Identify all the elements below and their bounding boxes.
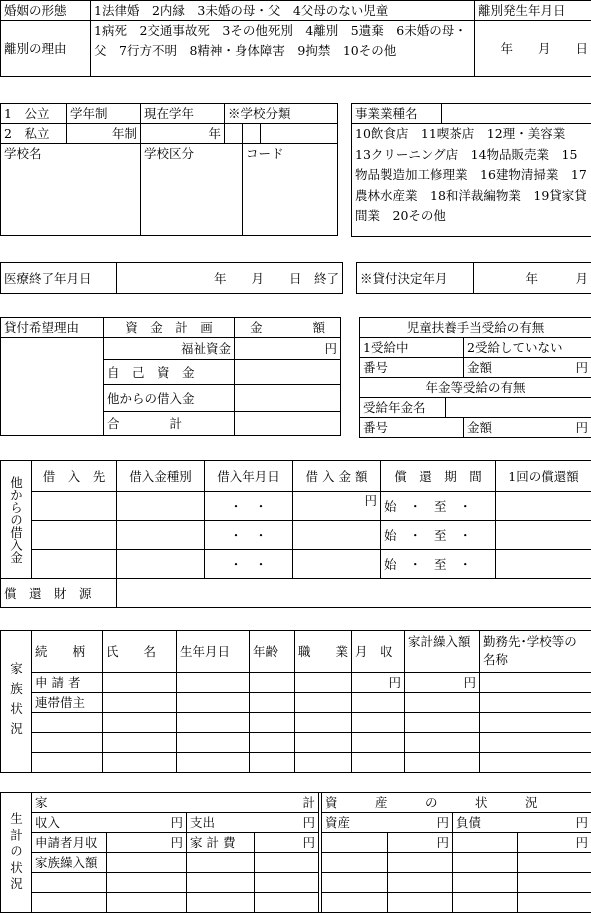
lender-field[interactable] [32, 521, 117, 550]
debts-label: 負債 [456, 815, 481, 830]
amount-label: 金 額 [235, 318, 341, 338]
installment-header: 1回の償還額 [496, 461, 591, 492]
own-fund-label: 自 己 資 金 [104, 360, 235, 385]
debt-amount-field[interactable] [518, 893, 591, 913]
pension-number-label: 番号 [363, 420, 388, 435]
family-age-field[interactable] [250, 713, 295, 733]
loan-amount-field[interactable] [293, 550, 381, 579]
family-workplace-field[interactable] [480, 733, 591, 753]
pension-number-field[interactable] [360, 418, 464, 438]
family-name-field[interactable] [103, 713, 177, 733]
family-income-field[interactable] [352, 733, 405, 753]
expense-amount-field[interactable] [255, 853, 319, 873]
medical-section [0, 262, 343, 294]
expense-label: 支出 [190, 815, 215, 830]
family-name-field[interactable] [103, 753, 177, 773]
allowance-amount-label: 金額 [467, 360, 492, 375]
family-workplace-field[interactable] [480, 713, 591, 733]
family-contribution-field[interactable] [405, 713, 480, 733]
welfare-fund-label: 福祉資金 [104, 338, 235, 360]
separation-reason-label: 離別の理由 [1, 21, 91, 77]
asset-item-field[interactable] [322, 873, 388, 893]
business-type-label: 事業業種名 [352, 104, 442, 124]
debt-amount-field[interactable] [518, 873, 591, 893]
other-loans-section [0, 460, 591, 608]
loan-amount-field[interactable]: 円 [293, 492, 381, 521]
pension-title: 年金等受給の有無 [360, 378, 591, 398]
family-birthdate-field[interactable] [177, 713, 250, 733]
occupation-header: 職 業 [295, 631, 352, 673]
debts-yen: 円 [576, 814, 589, 831]
year-system-field[interactable]: 年制 [67, 124, 141, 144]
family-age-field[interactable] [250, 693, 295, 713]
loan-decision-label: ※貸付決定年月 [357, 263, 474, 294]
family-row-guarantor [1, 693, 591, 713]
family-contribution-field[interactable] [405, 733, 480, 753]
workplace-header: 勤務先･学校等の名称 [480, 631, 591, 673]
total-amount[interactable] [235, 412, 341, 436]
school-private-option[interactable]: 2 私立 [1, 124, 67, 144]
loan-plan-section [0, 317, 341, 436]
other-borrowing-label: 他からの借入金 [104, 385, 235, 412]
school-division-label: 学校区分 [144, 146, 194, 161]
family-contribution-field[interactable] [405, 753, 480, 773]
business-type-field[interactable] [442, 104, 591, 124]
applicant-income-field[interactable]: 円 [107, 833, 187, 853]
family-section [0, 630, 591, 773]
debt-item-field[interactable] [453, 873, 518, 893]
lender-field[interactable] [32, 492, 117, 521]
lender-field[interactable] [32, 550, 117, 579]
household-label: 家 [35, 795, 48, 810]
applicant-label: 申 請 者 [32, 673, 103, 693]
asset-item-field[interactable] [322, 833, 388, 853]
school-division-field[interactable] [141, 144, 243, 236]
current-year-field[interactable]: 年 [141, 124, 225, 144]
relationship-header: 続 柄 [32, 631, 103, 673]
allowance-number-field[interactable] [360, 358, 464, 378]
repayment-period-field[interactable]: 始 ・ 至 ・ [381, 492, 496, 521]
other-loans-side-label: 他からの借入金 [1, 461, 32, 579]
assets-title: 資 産 の 状 況 [322, 793, 591, 813]
income-yen: 円 [170, 814, 183, 831]
loan-type-field[interactable] [117, 492, 205, 521]
living-cost-label: 家 計 費 [187, 833, 255, 853]
total-label: 合 計 [104, 412, 235, 436]
guarantor-label: 連帯借主 [32, 693, 103, 713]
classification-box-2[interactable] [243, 124, 261, 144]
loan-type-field[interactable] [117, 550, 205, 579]
debt-item-field[interactable] [453, 853, 518, 873]
repayment-period-header: 償 還 期 間 [381, 461, 496, 492]
repayment-period-field[interactable]: 始 ・ 至 ・ [381, 550, 496, 579]
asset-item-field[interactable] [322, 893, 388, 913]
school-name-label: 学校名 [4, 146, 42, 161]
family-occupation-field[interactable] [295, 693, 352, 713]
allowance-yen: 円 [575, 359, 588, 376]
family-age-field[interactable] [250, 673, 295, 693]
family-income-amount[interactable] [107, 853, 187, 873]
pension-name-label: 受給年金名 [360, 398, 446, 418]
income-label: 収入 [35, 815, 60, 830]
lender-header: 借 入 先 [32, 461, 117, 492]
family-income-field[interactable] [352, 753, 405, 773]
income-item-field[interactable] [32, 873, 107, 893]
school-code-label: コード [246, 146, 284, 161]
debt-item-field[interactable] [453, 833, 518, 853]
pension-amount-field[interactable] [464, 418, 591, 438]
family-relationship-field[interactable] [32, 713, 103, 733]
repayment-source-label: 償 還 財 源 [1, 579, 117, 608]
expense-amount-field[interactable] [255, 873, 319, 893]
family-birthdate-field[interactable] [177, 733, 250, 753]
allowance-receiving-option[interactable]: 1受給中 [360, 338, 464, 358]
business-section [351, 103, 591, 237]
pension-amount-label: 金額 [467, 420, 492, 435]
pension-yen: 円 [575, 419, 588, 436]
assets-yen: 円 [437, 814, 450, 831]
welfare-fund-amount[interactable]: 円 [235, 338, 341, 360]
asset-amount-field[interactable]: 円 [388, 833, 453, 853]
repayment-period-field[interactable]: 始 ・ 至 ・ [381, 521, 496, 550]
family-birthdate-field[interactable] [177, 693, 250, 713]
family-row-applicant [1, 673, 591, 693]
income-item-field[interactable] [32, 893, 107, 913]
livelihood-section [0, 792, 591, 913]
school-code-field[interactable] [243, 144, 338, 236]
loan-amount-field[interactable] [293, 521, 381, 550]
family-row [1, 713, 591, 733]
monthly-income-header: 月 収 [352, 631, 405, 673]
separation-reason-options[interactable]: 1病死 2交通事故死 3その他死別 4離別 5遺棄 6未婚の母・父 7行方不明 8精神・身体障害 9拘禁 10その他 [91, 21, 475, 77]
medical-end-label: 医療終了年月日 [1, 263, 117, 294]
classification-box-1[interactable] [225, 124, 243, 144]
income-field[interactable] [32, 813, 187, 833]
family-name-field[interactable] [103, 733, 177, 753]
birthdate-header: 生年月日 [177, 631, 250, 673]
income-amount-field[interactable] [107, 893, 187, 913]
other-borrowing-amount[interactable] [235, 385, 341, 412]
marriage-type-options[interactable]: 1法律婚 2内縁 3未婚の母・父 4父母のない児童 [91, 1, 475, 21]
debt-amount-field[interactable] [518, 853, 591, 873]
family-occupation-field[interactable] [295, 673, 352, 693]
family-workplace-field[interactable] [480, 693, 591, 713]
child-allowance-title: 児童扶養手当受給の有無 [360, 318, 591, 338]
loan-date-field[interactable]: ・ ・ [205, 550, 293, 579]
family-contribution-field[interactable]: 円 [405, 673, 480, 693]
school-public-option[interactable]: 1 公立 [1, 104, 67, 124]
other-loan-row [1, 492, 591, 521]
family-income-field[interactable] [352, 693, 405, 713]
allowance-amount-field[interactable] [464, 358, 591, 378]
expense-item-field[interactable] [187, 893, 255, 913]
expense-field[interactable] [187, 813, 319, 833]
income-amount-field[interactable] [107, 873, 187, 893]
school-classification-label: ※学校分類 [225, 104, 338, 124]
asset-amount-field[interactable] [388, 873, 453, 893]
family-row [1, 753, 591, 773]
expense-item-field[interactable] [187, 853, 255, 873]
installment-field[interactable] [496, 550, 591, 579]
school-section [0, 103, 338, 236]
school-name-field[interactable] [1, 144, 141, 236]
loan-reason-label: 貸付希望理由 [1, 318, 104, 338]
livelihood-side-label: 生計の状況 [1, 793, 32, 913]
family-name-field[interactable] [103, 693, 177, 713]
living-cost-field[interactable]: 円 [255, 833, 319, 853]
family-occupation-field[interactable] [295, 753, 352, 773]
repayment-source-field[interactable] [117, 579, 591, 608]
family-age-field[interactable] [250, 753, 295, 773]
other-loan-row [1, 550, 591, 579]
allowance-section [359, 317, 591, 438]
name-header: 氏 名 [103, 631, 177, 673]
household-contribution-header: 家計繰入額 [405, 631, 480, 673]
installment-field[interactable] [496, 492, 591, 521]
other-loan-row [1, 521, 591, 550]
fund-plan-label: 資 金 計 画 [104, 318, 235, 338]
loan-type-field[interactable] [117, 521, 205, 550]
asset-item-field[interactable] [322, 853, 388, 873]
own-fund-amount[interactable] [235, 360, 341, 385]
expense-item-field[interactable] [187, 873, 255, 893]
classification-box-3[interactable] [261, 124, 338, 144]
assets-label: 資産 [325, 815, 350, 830]
separation-date-label: 離別発生年月日 [475, 1, 591, 21]
debt-amount-field[interactable]: 円 [518, 833, 591, 853]
loan-date-field[interactable]: ・ ・ [205, 492, 293, 521]
age-header: 年齢 [250, 631, 295, 673]
marriage-section [0, 0, 591, 77]
expense-yen: 円 [303, 814, 316, 831]
family-age-field[interactable] [250, 733, 295, 753]
marriage-type-label: 婚姻の形態 [1, 1, 91, 21]
loan-decision-field[interactable]: 年 月 [474, 263, 591, 294]
household-budget-header [32, 793, 319, 813]
debt-item-field[interactable] [453, 893, 518, 913]
family-birthdate-field[interactable] [177, 753, 250, 773]
debts-field[interactable] [453, 813, 591, 833]
loan-amount-header: 借 入 金 額 [293, 461, 381, 492]
family-occupation-field[interactable] [295, 733, 352, 753]
family-occupation-field[interactable] [295, 713, 352, 733]
family-side-label: 家族状況 [1, 631, 32, 773]
family-relationship-field[interactable] [32, 733, 103, 753]
separation-date-field[interactable]: 年 月 日 [475, 21, 591, 77]
family-income-field[interactable] [352, 713, 405, 733]
family-contribution-field[interactable] [405, 693, 480, 713]
loan-decision-section [356, 262, 591, 294]
medical-end-field[interactable]: 年 月 日 終了 [117, 263, 343, 294]
loan-date-header: 借入年月日 [205, 461, 293, 492]
applicant-income-label: 申請者月収 [32, 833, 107, 853]
business-type-list[interactable]: 10飲食店 11喫茶店 12理・美容業 13クリーニング店 14物品販売業 15物品製造加工修理業 16建物清掃業 17農林水産業 18和洋裁編物業 19貸家貸間業 20その他 [352, 124, 591, 237]
assets-field[interactable] [322, 813, 453, 833]
family-income-label: 家族繰入額 [32, 853, 107, 873]
current-year-label: 現在学年 [141, 104, 225, 124]
asset-amount-field[interactable] [388, 853, 453, 873]
loan-reason-field[interactable] [1, 338, 104, 436]
pension-name-field[interactable] [446, 398, 591, 418]
family-workplace-field[interactable] [480, 753, 591, 773]
family-income-field[interactable]: 円 [352, 673, 405, 693]
household-end-label: 計 [303, 794, 316, 811]
family-row [1, 733, 591, 753]
loan-date-field[interactable]: ・ ・ [205, 521, 293, 550]
year-system-label: 学年制 [67, 104, 141, 124]
asset-amount-field[interactable] [388, 893, 453, 913]
installment-field[interactable] [496, 521, 591, 550]
family-relationship-field[interactable] [32, 753, 103, 773]
family-name-field[interactable] [103, 673, 177, 693]
allowance-not-receiving-option[interactable]: 2受給していない [464, 338, 591, 358]
expense-amount-field[interactable] [255, 893, 319, 913]
loan-type-header: 借入金種別 [117, 461, 205, 492]
family-birthdate-field[interactable] [177, 673, 250, 693]
family-workplace-field[interactable] [480, 673, 591, 693]
allowance-number-label: 番号 [363, 360, 388, 375]
